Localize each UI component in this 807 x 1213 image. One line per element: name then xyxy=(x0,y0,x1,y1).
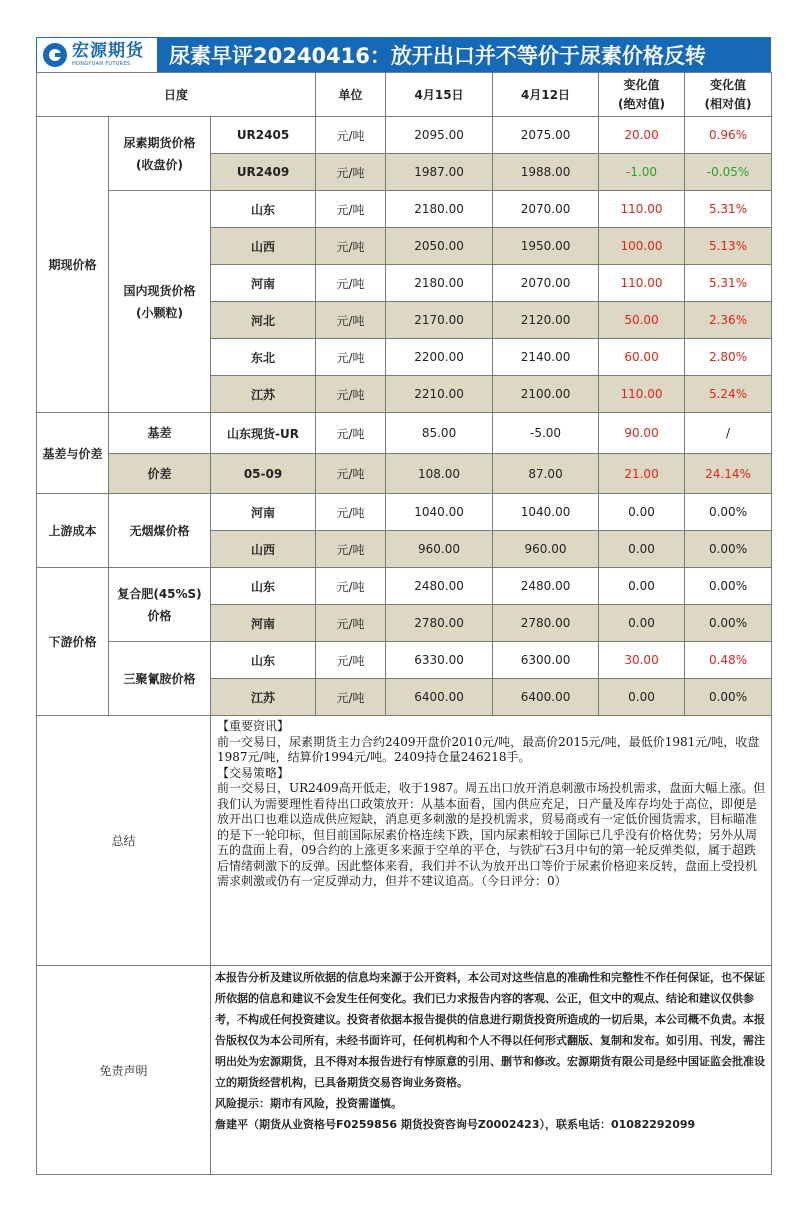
subgroup-melamine: 三聚氰胺价格 xyxy=(109,642,211,716)
row-abs: 21.00 xyxy=(599,454,685,494)
row-item: UR2409 xyxy=(211,154,316,191)
disclaimer-text: 本报告分析及建议所依据的信息均来源于公开资料，本公司对这些信息的准确性和完整性不作任何保证，也不保证所依据的信息和建议不会发生任何变化。我们已力求报告内容的客观、公正，但文中的观点、结论和建议仅供参考，不构成任何投资建议。投资者依据本报告提供的信息进行期货投资所造成的一切后果，本公司概不负责。本报告版权仅为本公司所有，未经书面许可，任何机构和个人不得以任何形式翻版、复制和发布。如引用、刊发，需注明出处为宏源期货，且不得对本报告进行有悖原意的引用、删节和修改。宏源期货有限公司是经中国证监会批准设立的期货经营机构，已具备期货交易咨询业务资格。 风险提示：期市有风险，投资需谨慎。 詹建平（期货从业资格号F0259856 期货投资咨询号Z0002423），联系电话：01082292099 xyxy=(211,966,772,1175)
row-rel: 0.00% xyxy=(685,568,772,605)
row-rel: 5.31% xyxy=(685,265,772,302)
row-d1: 85.00 xyxy=(386,413,493,454)
subgroup-basis: 基差 xyxy=(109,413,211,454)
section-upstream: 上游成本 xyxy=(37,494,109,568)
row-abs: 110.00 xyxy=(599,191,685,228)
row-item: 山东现货-UR xyxy=(211,413,316,454)
row-d1: 6400.00 xyxy=(386,679,493,716)
subgroup-spread: 价差 xyxy=(109,454,211,494)
col-date1: 4月15日 xyxy=(386,73,493,117)
logo-en-text: HONGYUAN FUTURES xyxy=(72,61,131,67)
row-d2: 2075.00 xyxy=(493,117,599,154)
subgroup-coal: 无烟煤价格 xyxy=(109,494,211,568)
row-abs: 110.00 xyxy=(599,376,685,413)
row-d2: 1040.00 xyxy=(493,494,599,531)
row-d1: 2200.00 xyxy=(386,339,493,376)
row-item: 山西 xyxy=(211,531,316,568)
col-date2: 4月12日 xyxy=(493,73,599,117)
col-abs-change: 变化值 (绝对值) xyxy=(599,73,685,117)
logo-icon xyxy=(43,43,67,67)
table-row xyxy=(37,494,772,531)
row-abs: 100.00 xyxy=(599,228,685,265)
price-table xyxy=(36,72,772,1175)
row-rel: 0.00% xyxy=(685,494,772,531)
row-rel: 24.14% xyxy=(685,454,772,494)
row-d1: 2170.00 xyxy=(386,302,493,339)
summary-text: 【重要资讯】 前一交易日，尿素期货主力合约2409开盘价2010元/吨，最高价2015元/吨，最低价1981元/吨，收盘1987元/吨，结算价1994元/吨。2409持仓量246218手。 【交易策略】 前一交易日，UR2409高开低走，收于1987。周五出口放开消息刺激市场投机需求，盘面大幅上涨。但我们认为需要理性看待出口政策放开：从基本面看，国内供应充足，日产量及库存均处于高位，即便是放开出口也难以造成供应短缺，消息更多刺激的是投机需求，贸易商或有一定低价囤货需求，目标瞄准的是下一轮印标，但目前国际尿素价格连续下跌，国内尿素相较于国际已几乎没有价格优势；另外从周五的盘面上看，09合约的上涨更多来源于空单的平仓，与铁矿石3月中旬的第一轮反弹类似，属于超跌后情绪刺激下的反弹。因此整体来看，我们并不认为放开出口等价于尿素价格迎来反转，盘面上受投机需求刺激或仍有一定反弹动力，但并不建议追高。（今日评分：0） xyxy=(211,716,772,966)
row-abs: 0.00 xyxy=(599,605,685,642)
row-unit: 元/吨 xyxy=(316,642,386,679)
row-item: 山东 xyxy=(211,191,316,228)
row-unit: 元/吨 xyxy=(316,117,386,154)
row-d2: 2480.00 xyxy=(493,568,599,605)
row-abs: 110.00 xyxy=(599,265,685,302)
row-d2: 2070.00 xyxy=(493,191,599,228)
row-d2: 2140.00 xyxy=(493,339,599,376)
row-d2: 960.00 xyxy=(493,531,599,568)
table-row xyxy=(37,454,772,494)
section-downstream: 下游价格 xyxy=(37,568,109,716)
row-d2: -5.00 xyxy=(493,413,599,454)
row-d1: 2480.00 xyxy=(386,568,493,605)
row-d1: 2180.00 xyxy=(386,265,493,302)
row-item: 05-09 xyxy=(211,454,316,494)
row-item: 东北 xyxy=(211,339,316,376)
row-rel: 0.00% xyxy=(685,605,772,642)
col-rel-change: 变化值 (相对值) xyxy=(685,73,772,117)
row-rel: -0.05% xyxy=(685,154,772,191)
row-item: 山东 xyxy=(211,642,316,679)
row-d1: 2180.00 xyxy=(386,191,493,228)
row-unit: 元/吨 xyxy=(316,568,386,605)
row-abs: 0.00 xyxy=(599,568,685,605)
row-unit: 元/吨 xyxy=(316,413,386,454)
row-abs: 0.00 xyxy=(599,679,685,716)
row-unit: 元/吨 xyxy=(316,531,386,568)
row-item: 河南 xyxy=(211,494,316,531)
row-abs: 90.00 xyxy=(599,413,685,454)
row-unit: 元/吨 xyxy=(316,302,386,339)
row-unit: 元/吨 xyxy=(316,228,386,265)
row-item: 河南 xyxy=(211,605,316,642)
section-basis: 基差与价差 xyxy=(37,413,109,494)
row-unit: 元/吨 xyxy=(316,154,386,191)
row-d2: 2070.00 xyxy=(493,265,599,302)
row-rel: 2.36% xyxy=(685,302,772,339)
row-d2: 6400.00 xyxy=(493,679,599,716)
report-title: 尿素早评20240416：放开出口并不等价于尿素价格反转 xyxy=(157,38,770,72)
row-d1: 2095.00 xyxy=(386,117,493,154)
table-row xyxy=(37,413,772,454)
row-d2: 87.00 xyxy=(493,454,599,494)
summary-row xyxy=(37,716,772,966)
row-d1: 960.00 xyxy=(386,531,493,568)
row-unit: 元/吨 xyxy=(316,265,386,302)
report-sheet xyxy=(36,37,771,1175)
row-d1: 1987.00 xyxy=(386,154,493,191)
row-rel: 5.24% xyxy=(685,376,772,413)
row-abs: 0.00 xyxy=(599,531,685,568)
table-row xyxy=(37,568,772,605)
row-d1: 6330.00 xyxy=(386,642,493,679)
row-item: UR2405 xyxy=(211,117,316,154)
row-d2: 2100.00 xyxy=(493,376,599,413)
row-abs: 50.00 xyxy=(599,302,685,339)
row-d2: 2120.00 xyxy=(493,302,599,339)
subgroup-fertilizer: 复合肥(45%S) 价格 xyxy=(109,568,211,642)
row-item: 山西 xyxy=(211,228,316,265)
section-price: 期现价格 xyxy=(37,117,109,413)
table-row xyxy=(37,117,772,154)
row-d1: 108.00 xyxy=(386,454,493,494)
row-rel: / xyxy=(685,413,772,454)
row-unit: 元/吨 xyxy=(316,191,386,228)
row-unit: 元/吨 xyxy=(316,679,386,716)
row-item: 山东 xyxy=(211,568,316,605)
table-row xyxy=(37,642,772,679)
title-bar xyxy=(36,37,771,72)
row-d2: 1988.00 xyxy=(493,154,599,191)
row-item: 江苏 xyxy=(211,376,316,413)
row-d1: 2780.00 xyxy=(386,605,493,642)
row-rel: 5.13% xyxy=(685,228,772,265)
row-unit: 元/吨 xyxy=(316,454,386,494)
header-row xyxy=(37,73,772,117)
row-abs: 30.00 xyxy=(599,642,685,679)
row-d2: 1950.00 xyxy=(493,228,599,265)
row-item: 河北 xyxy=(211,302,316,339)
logo-cn-text: 宏源期货 xyxy=(72,41,144,61)
subgroup-spot: 国内现货价格 (小颗粒) xyxy=(109,191,211,413)
table-row xyxy=(37,191,772,228)
row-rel: 2.80% xyxy=(685,339,772,376)
row-d2: 2780.00 xyxy=(493,605,599,642)
row-d1: 2210.00 xyxy=(386,376,493,413)
col-unit: 单位 xyxy=(316,73,386,117)
row-d1: 1040.00 xyxy=(386,494,493,531)
row-rel: 0.00% xyxy=(685,679,772,716)
row-item: 江苏 xyxy=(211,679,316,716)
row-unit: 元/吨 xyxy=(316,494,386,531)
row-item: 河南 xyxy=(211,265,316,302)
col-dimension: 日度 xyxy=(37,73,316,117)
subgroup-futures: 尿素期货价格 (收盘价) xyxy=(109,117,211,191)
disclaimer-row xyxy=(37,966,772,1175)
row-rel: 0.48% xyxy=(685,642,772,679)
row-abs: 0.00 xyxy=(599,494,685,531)
disclaimer-label: 免责声明 xyxy=(37,966,211,1175)
row-rel: 0.96% xyxy=(685,117,772,154)
company-logo xyxy=(37,38,157,72)
row-unit: 元/吨 xyxy=(316,339,386,376)
row-abs: -1.00 xyxy=(599,154,685,191)
row-d1: 2050.00 xyxy=(386,228,493,265)
row-abs: 20.00 xyxy=(599,117,685,154)
row-rel: 5.31% xyxy=(685,191,772,228)
row-abs: 60.00 xyxy=(599,339,685,376)
row-d2: 6300.00 xyxy=(493,642,599,679)
row-unit: 元/吨 xyxy=(316,376,386,413)
row-unit: 元/吨 xyxy=(316,605,386,642)
row-rel: 0.00% xyxy=(685,531,772,568)
summary-label: 总结 xyxy=(37,716,211,966)
